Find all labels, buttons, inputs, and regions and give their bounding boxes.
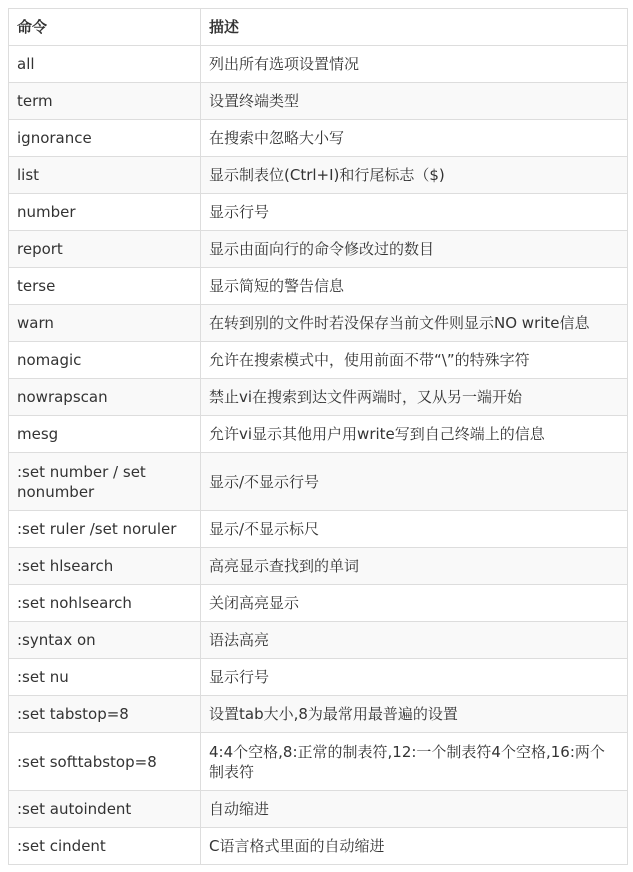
command-cell: list xyxy=(9,157,201,194)
description-cell: 设置tab大小,8为最常用最普遍的设置 xyxy=(201,696,628,733)
description-cell: 禁止vi在搜索到达文件两端时，又从另一端开始 xyxy=(201,379,628,416)
table-row xyxy=(9,453,628,511)
command-cell: :set tabstop=8 xyxy=(9,696,201,733)
table-row xyxy=(9,511,628,548)
command-cell: term xyxy=(9,83,201,120)
description-cell: 显示/不显示标尺 xyxy=(201,511,628,548)
command-cell: ignorance xyxy=(9,120,201,157)
command-cell: :set number / set nonumber xyxy=(9,453,201,511)
table-row xyxy=(9,305,628,342)
table-row xyxy=(9,194,628,231)
table-row xyxy=(9,696,628,733)
description-cell: 允许在搜索模式中，使用前面不带“\”的特殊字符 xyxy=(201,342,628,379)
command-cell: terse xyxy=(9,268,201,305)
header-command: 命令 xyxy=(9,9,201,46)
description-cell: 显示由面向行的命令修改过的数目 xyxy=(201,231,628,268)
table-row xyxy=(9,585,628,622)
command-cell: number xyxy=(9,194,201,231)
description-cell: 设置终端类型 xyxy=(201,83,628,120)
command-cell: report xyxy=(9,231,201,268)
command-cell: :set nu xyxy=(9,659,201,696)
description-cell: 允许vi显示其他用户用write写到自己终端上的信息 xyxy=(201,416,628,453)
command-cell: all xyxy=(9,46,201,83)
description-cell: 显示制表位(Ctrl+I)和行尾标志（$) xyxy=(201,157,628,194)
command-cell: nomagic xyxy=(9,342,201,379)
table-row xyxy=(9,828,628,865)
table-row xyxy=(9,46,628,83)
table-row xyxy=(9,83,628,120)
description-cell: 语法高亮 xyxy=(201,622,628,659)
command-cell: mesg xyxy=(9,416,201,453)
command-cell: :set hlsearch xyxy=(9,548,201,585)
command-cell: :set softtabstop=8 xyxy=(9,733,201,791)
table-row xyxy=(9,157,628,194)
description-cell: C语言格式里面的自动缩进 xyxy=(201,828,628,865)
description-cell: 自动缩进 xyxy=(201,791,628,828)
description-cell: 列出所有选项设置情况 xyxy=(201,46,628,83)
table-row xyxy=(9,120,628,157)
table-row xyxy=(9,659,628,696)
description-cell: 高亮显示查找到的单词 xyxy=(201,548,628,585)
command-cell: nowrapscan xyxy=(9,379,201,416)
description-cell: 在转到别的文件时若没保存当前文件则显示NO write信息 xyxy=(201,305,628,342)
header-description: 描述 xyxy=(201,9,628,46)
table-row xyxy=(9,379,628,416)
description-cell: 4:4个空格,8:正常的制表符,12:一个制表符4个空格,16:两个制表符 xyxy=(201,733,628,791)
command-cell: :set cindent xyxy=(9,828,201,865)
table-row xyxy=(9,231,628,268)
command-table-container xyxy=(8,8,627,865)
table-row xyxy=(9,733,628,791)
command-cell: :set autoindent xyxy=(9,791,201,828)
description-cell: 在搜索中忽略大小写 xyxy=(201,120,628,157)
description-cell: 显示行号 xyxy=(201,659,628,696)
table-row xyxy=(9,548,628,585)
table-row xyxy=(9,622,628,659)
command-table xyxy=(8,8,628,865)
command-cell: :set nohlsearch xyxy=(9,585,201,622)
command-cell: warn xyxy=(9,305,201,342)
description-cell: 显示简短的警告信息 xyxy=(201,268,628,305)
table-row xyxy=(9,268,628,305)
table-row xyxy=(9,416,628,453)
table-header-row xyxy=(9,9,628,46)
command-cell: :syntax on xyxy=(9,622,201,659)
table-row xyxy=(9,342,628,379)
description-cell: 显示行号 xyxy=(201,194,628,231)
table-row xyxy=(9,791,628,828)
command-cell: :set ruler /set noruler xyxy=(9,511,201,548)
description-cell: 显示/不显示行号 xyxy=(201,453,628,511)
description-cell: 关闭高亮显示 xyxy=(201,585,628,622)
